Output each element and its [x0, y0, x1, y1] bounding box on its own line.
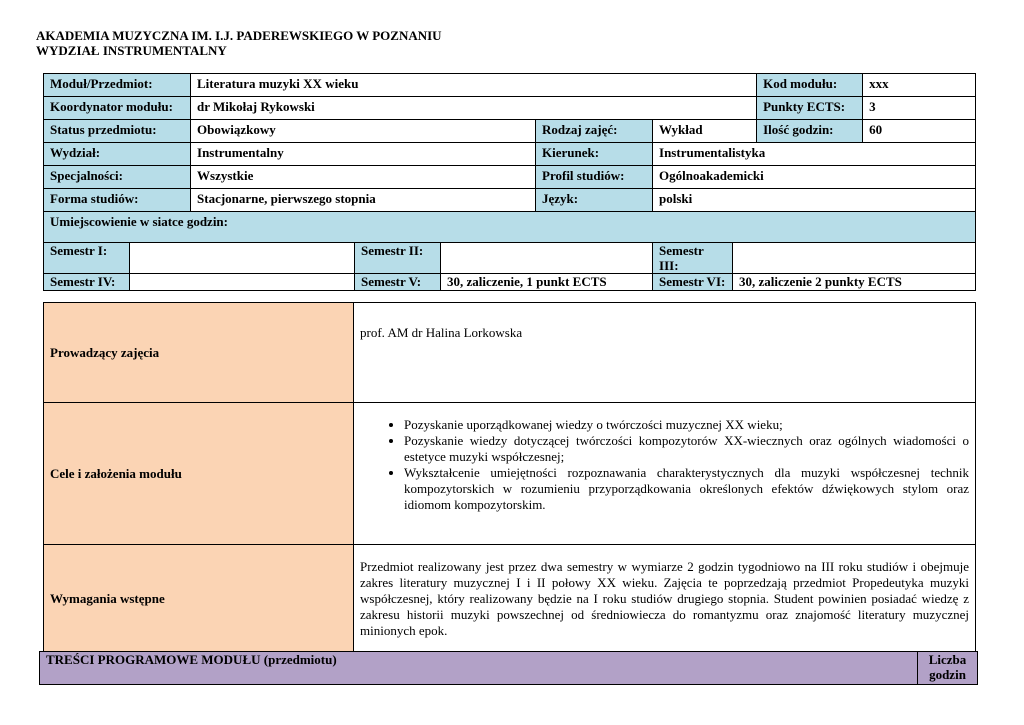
- faculty-value: Instrumentalny: [191, 143, 536, 166]
- hours-value: 60: [863, 120, 976, 143]
- semester-1-label: Semestr I:: [44, 243, 130, 274]
- coordinator-value: dr Mikołaj Rykowski: [191, 97, 757, 120]
- goals-list: [360, 417, 969, 513]
- goal-item: • Pozyskanie uporządkowanej wiedzy o twórczości muzycznej XX wieku;: [404, 417, 969, 433]
- coordinator-label: Koordynator modułu:: [44, 97, 191, 120]
- requirements-text: Przedmiot realizowany jest przez dwa semestry w wymiarze 2 godzin tygodniowo na III roku studiów i obejmuje zakres literatury muzycznej I i II połowy XX wieku. Zajęcia te poprzedzają przedmiot Propedeutyka muzyki współczesnej, który realizowany będzie na I roku studiów drugiego stopnia. Student powinien posiadać wiedzę z zakresu historii muzyki powszechnej od średniowiecza do romantyzmu oraz znajomość literatury muzycznej minionych epok.: [360, 559, 969, 638]
- semester-5-value: 30, zaliczenie, 1 punkt ECTS: [441, 274, 653, 291]
- academy-name: AKADEMIA MUZYCZNA IM. I.J. PADEREWSKIEGO W POZNANIU: [36, 28, 442, 43]
- status-label: Status przedmiotu:: [44, 120, 191, 143]
- goal-item: • Pozyskanie wiedzy dotyczącej twórczości kompozytorów XX-wiecznych oraz ogólnych wiadomości o estetyce muzyki współczesnej;: [404, 433, 969, 465]
- placement-label: Umiejscowienie w siatce godzin:: [44, 212, 976, 243]
- teacher-value: prof. AM dr Halina Lorkowska: [354, 303, 976, 403]
- specialties-value: Wszystkie: [191, 166, 536, 189]
- form-value: Stacjonarne, pierwszego stopnia: [191, 189, 536, 212]
- requirements-cell: [354, 545, 976, 654]
- language-value: polski: [653, 189, 976, 212]
- code-label: Kod modułu:: [757, 74, 863, 97]
- semester-3-label: Semestr III:: [653, 243, 733, 274]
- semester-2-label: Semestr II:: [355, 243, 441, 274]
- semester-4-value: [130, 274, 355, 291]
- language-label: Język:: [536, 189, 653, 212]
- direction-label: Kierunek:: [536, 143, 653, 166]
- hours-label: Ilość godzin:: [757, 120, 863, 143]
- ects-label: Punkty ECTS:: [757, 97, 863, 120]
- goals-cell: [354, 403, 976, 545]
- class-type-value: Wykład: [653, 120, 757, 143]
- semester-2-value: [441, 243, 653, 274]
- requirements-label: Wymagania wstępne: [44, 545, 354, 654]
- semester-1-value: [130, 243, 355, 274]
- semester-4-label: Semestr IV:: [44, 274, 130, 291]
- document-header: [36, 28, 442, 58]
- profile-value: Ogólnoakademicki: [653, 166, 976, 189]
- subject-value: Literatura muzyki XX wieku: [191, 74, 757, 97]
- profile-label: Profil studiów:: [536, 166, 653, 189]
- semester-3-value: [733, 243, 976, 274]
- code-value: xxx: [863, 74, 976, 97]
- teacher-label: Prowadzący zajęcia: [44, 303, 354, 403]
- goal-item: • Wykształcenie umiejętności rozpoznawania charakterystycznych dla muzyki współczesnej technik kompozytorskich w rozumieniu przyporządkowania określonych efektów dźwiękowych stylom oraz idiomom kompozytorskim.: [404, 465, 969, 513]
- module-details-table: [43, 302, 976, 654]
- semester-6-value: 30, zaliczenie 2 punkty ECTS: [733, 274, 976, 291]
- subject-label: Moduł/Przedmiot:: [44, 74, 191, 97]
- hours-count-label: Liczba godzin: [918, 652, 978, 685]
- program-content-table: [39, 651, 978, 685]
- goals-label: Cele i założenia modułu: [44, 403, 354, 545]
- specialties-label: Specjalności:: [44, 166, 191, 189]
- faculty-name: WYDZIAŁ INSTRUMENTALNY: [36, 43, 227, 58]
- direction-value: Instrumentalistyka: [653, 143, 976, 166]
- semester-5-label: Semestr V:: [355, 274, 441, 291]
- status-value: Obowiązkowy: [191, 120, 536, 143]
- module-info-table: [43, 73, 976, 291]
- ects-value: 3: [863, 97, 976, 120]
- class-type-label: Rodzaj zajęć:: [536, 120, 653, 143]
- form-label: Forma studiów:: [44, 189, 191, 212]
- program-title: TREŚCI PROGRAMOWE MODUŁU (przedmiotu): [40, 652, 918, 685]
- semester-6-label: Semestr VI:: [653, 274, 733, 291]
- faculty-label: Wydział:: [44, 143, 191, 166]
